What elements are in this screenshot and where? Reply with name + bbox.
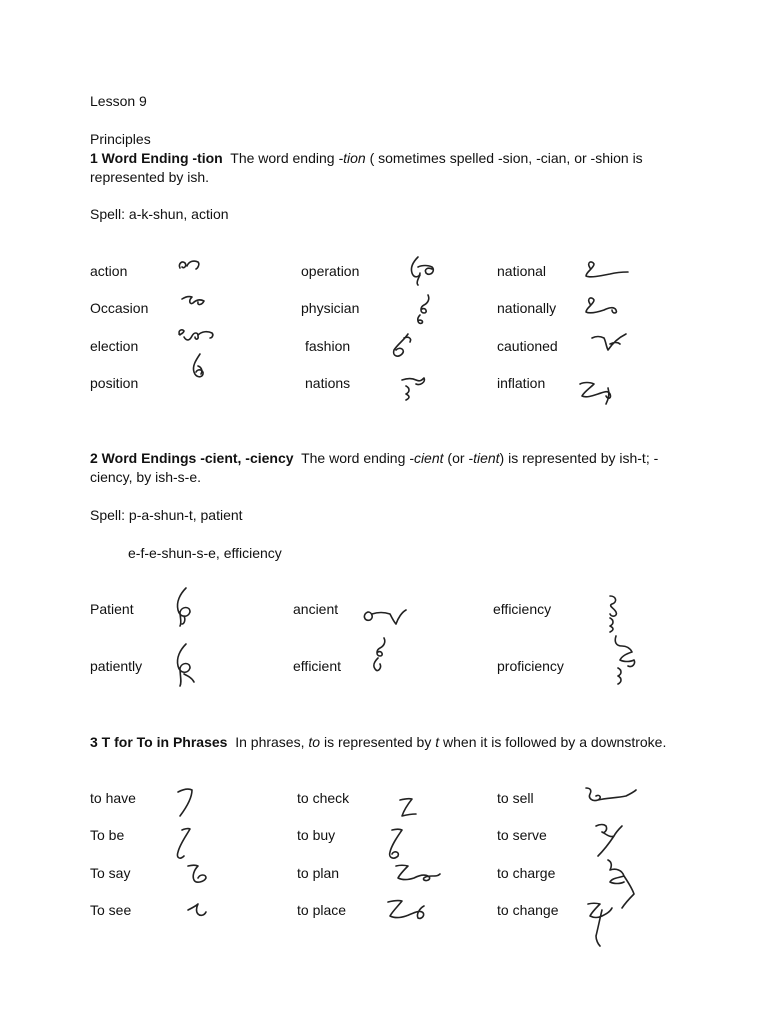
phrase-to-plan: to plan: [297, 865, 340, 881]
shorthand-patiently-outline: [172, 642, 198, 688]
shorthand-to-place-outline: [384, 896, 434, 924]
shorthand-to-be-outline: [172, 826, 196, 864]
word-operation: operation: [301, 263, 360, 279]
word-ancient: ancient: [293, 601, 339, 617]
section-2-spell-2: e-f-e-shun-s-e, efficiency: [128, 545, 282, 561]
section-2-emphasis-tient: -tient: [468, 450, 500, 466]
shorthand-efficiency-outline: [600, 594, 624, 634]
section-3-emphasis-to: to: [308, 734, 321, 750]
word-patient: Patient: [90, 601, 134, 617]
word-occasion: Occasion: [90, 300, 149, 316]
word-efficiency: efficiency: [493, 601, 552, 617]
phrase-to-see: To see: [90, 902, 132, 918]
section-2-text-rest: ) is represented by ish-t; -ciency, by ish-s-e.: [90, 450, 659, 485]
phrase-to-check: to check: [297, 790, 350, 806]
shorthand-operation-outline: [406, 255, 440, 287]
shorthand-inflation-outline: [578, 376, 630, 406]
shorthand-fashion-outline: [388, 330, 416, 362]
section-1-text: The word ending: [230, 150, 339, 166]
shorthand-nationally-outline: [580, 294, 628, 318]
word-cautioned: cautioned: [497, 338, 558, 354]
phrase-to-serve: to serve: [497, 827, 547, 843]
shorthand-patient-outline: [172, 586, 196, 628]
section-1-description: [90, 149, 670, 187]
shorthand-proficiency-outline: [606, 634, 642, 688]
word-nations: nations: [305, 375, 351, 391]
section-3-description: [90, 733, 670, 752]
phrase-to-have: to have: [90, 790, 136, 806]
shorthand-to-sell-outline: [582, 784, 638, 808]
word-position: position: [90, 375, 139, 391]
section-1-spell: Spell: a-k-shun, action: [90, 206, 229, 222]
section-3-text: In phrases,: [235, 734, 309, 750]
lesson-title: Lesson 9: [90, 93, 147, 109]
section-2-spell: Spell: p-a-shun-t, patient: [90, 507, 243, 523]
section-1-text-rest: ( sometimes spelled -sion, -cian, or -shion is represented by ish.: [90, 150, 643, 185]
section-3-emphasis-t: t: [435, 734, 440, 750]
phrase-to-say: To say: [90, 865, 131, 881]
word-efficient: efficient: [293, 658, 341, 674]
shorthand-election-outline: [176, 325, 218, 347]
shorthand-to-serve-outline: [586, 820, 626, 860]
shorthand-to-plan-outline: [392, 862, 444, 886]
shorthand-to-see-outline: [184, 898, 210, 918]
shorthand-physician-outline: [410, 293, 436, 333]
section-2-description: [90, 449, 670, 487]
shorthand-to-have-outline: [174, 786, 198, 820]
phrase-to-place: to place: [297, 902, 347, 918]
word-action: action: [90, 263, 128, 279]
shorthand-action-outline: [176, 256, 206, 274]
word-election: election: [90, 338, 139, 354]
section-3-heading: 3 T for To in Phrases: [90, 734, 228, 750]
word-physician: physician: [301, 300, 360, 316]
section-2-text: The word ending: [301, 450, 410, 466]
phrase-to-be: To be: [90, 827, 125, 843]
section-2-emphasis-cient: -cient: [409, 450, 444, 466]
shorthand-occasion-outline: [180, 291, 210, 311]
word-proficiency: proficiency: [497, 658, 564, 674]
shorthand-to-check-outline: [396, 794, 422, 820]
section-1-heading: 1 Word Ending -tion: [90, 150, 223, 166]
shorthand-nations-outline: [398, 374, 430, 402]
word-nationally: nationally: [497, 300, 557, 316]
word-fashion: fashion: [305, 338, 351, 354]
shorthand-position-outline: [188, 352, 210, 384]
phrase-to-change: to change: [497, 902, 559, 918]
phrase-to-sell: to sell: [497, 790, 534, 806]
section-1-emphasis: -tion: [338, 150, 366, 166]
word-national: national: [497, 263, 547, 279]
phrase-to-charge: to charge: [497, 865, 556, 881]
shorthand-cautioned-outline: [590, 330, 634, 358]
principles-label: Principles: [90, 131, 151, 147]
phrase-to-buy: to buy: [297, 827, 336, 843]
shorthand-to-change-outline: [584, 898, 620, 948]
shorthand-national-outline: [580, 258, 634, 280]
section-3-text-mid: is represented by: [320, 734, 436, 750]
shorthand-to-buy-outline: [384, 826, 408, 862]
word-inflation: inflation: [497, 375, 546, 391]
shorthand-to-say-outline: [184, 862, 214, 886]
shorthand-ancient-outline: [360, 604, 410, 626]
section-2-text-mid: (or: [443, 450, 469, 466]
word-patiently: patiently: [90, 658, 143, 674]
section-2-heading: 2 Word Endings -cient, -ciency: [90, 450, 294, 466]
shorthand-efficient-outline: [368, 636, 392, 674]
section-3-text-rest: when it is followed by a downstroke.: [439, 734, 667, 750]
